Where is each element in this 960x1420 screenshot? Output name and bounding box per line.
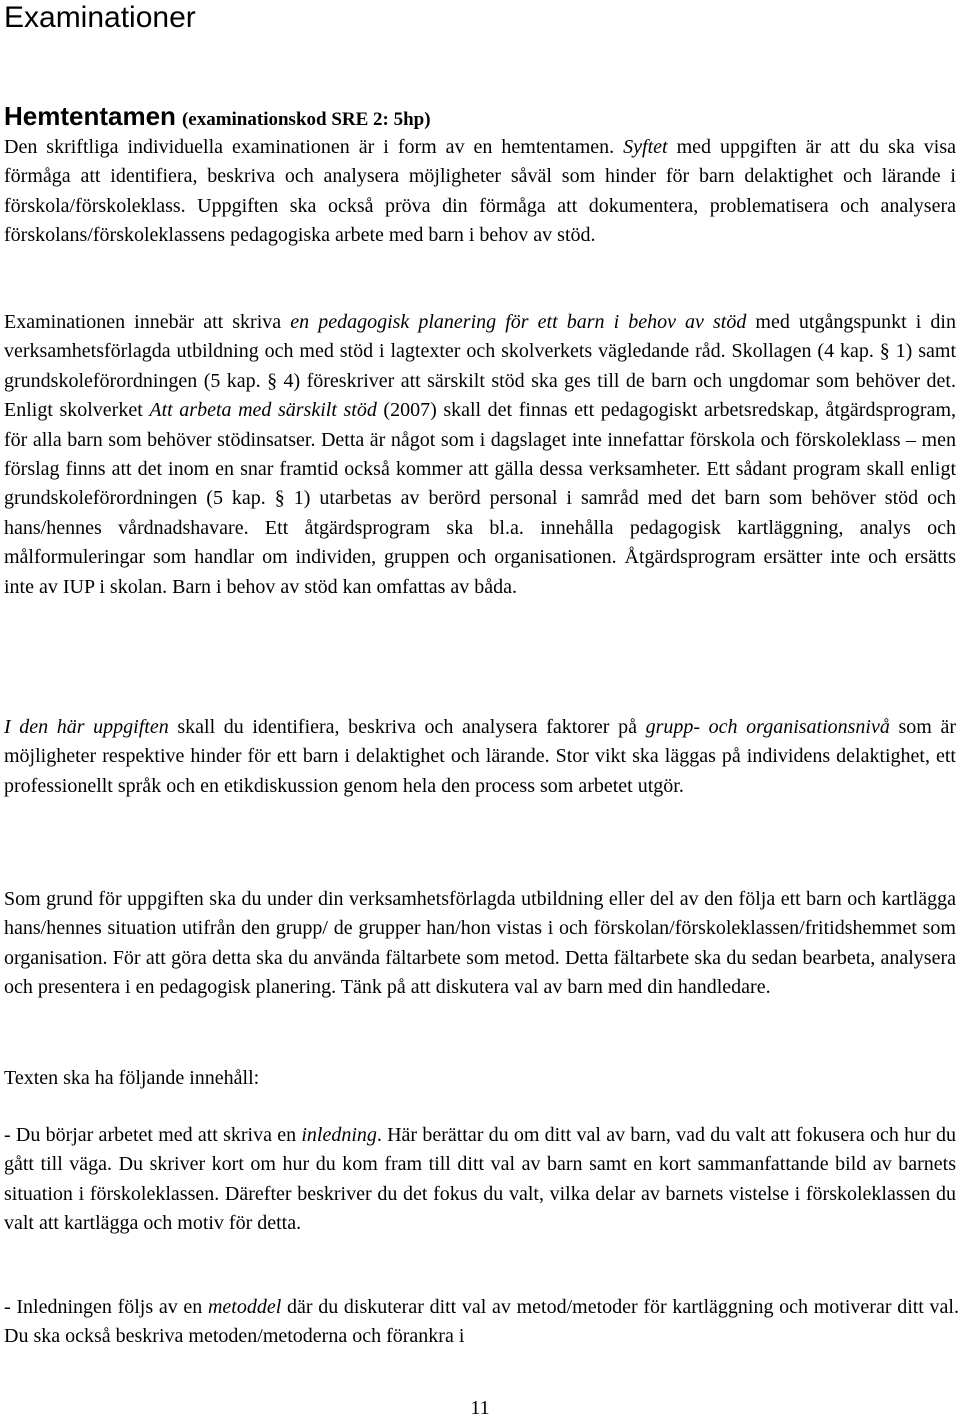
paragraph-task-emphasis-1: I den här uppgiften — [4, 716, 169, 738]
paragraph-examination — [4, 308, 956, 602]
paragraph-task-text-2: som är möjligheter respektive hinder för ett barn i delaktighet och lärande. Stor vikt ska läggas på individens delaktighet, ett professionellt språk och en etikdiskussion genom hela den process som arbetet utgör. — [4, 716, 956, 797]
page-number: 11 — [470, 1397, 490, 1419]
paragraph-purpose-text-2: med uppgiften är att du ska visa förmåga att identifiera, beskriva och analysera möjligheter såväl som hinder för barn delaktighet och lärande i förskola/förskoleklass. Uppgiften ska också pröva din förmåga att dokumentera, problematisera och analysera förskolans/förskoleklassens pedagogiska arbete med barn i behov av stöd. — [4, 136, 956, 247]
paragraph-method-text-1: - Inledningen följs av en — [4, 1296, 208, 1318]
paragraph-basis: Som grund för uppgiften ska du under din verksamhetsförlagda utbildning eller del av den följa ett barn och kartlägga hans/hennes situation utifrån den grupp/ de grupper han/hon vistas i och förskolan/förskoleklassen/fritidshemmet som organisation. För att göra detta ska du använda fältarbete som metod. Detta fältarbete ska du sedan bearbeta, analysera och presentera i en pedagogisk planering. Tänk på att diskutera val av barn med din handledare. — [4, 888, 956, 999]
paragraph-task-text-1: skall du identifiera, beskriva och analysera faktorer på — [168, 716, 646, 738]
paragraph-introduction-emphasis: inledning — [301, 1124, 377, 1146]
paragraph-method-part — [4, 1293, 959, 1352]
section-heading-title: Hemtentamen — [4, 101, 176, 131]
page-title: Examinationer — [4, 1, 196, 34]
paragraph-examination-text-3: (2007) skall det finnas ett pedagogiskt arbetsredskap, åtgärdsprogram, för alla barn som behöver stödinsatser. Detta är något som i dagslaget inte innefattar förskola och förskoleklass – men förslag finns att det inom en snar framtid också kommer att gälla dessa verksamheter. Ett sådant program skall enligt grundskoleförordningen (5 kap. § 1) utarbetas av berörd personal i samråd med det barn som behöver stöd och hans/hennes vårdnadshavare. Ett åtgärdsprogram ska bl.a. innehålla pedagogisk kartläggning, analys och målformuleringar som handlar om individen, gruppen och organisationen. Åtgärdsprogram ersätter inte och ersätts inte av IUP i skolan. Barn i behov av stöd kan omfattas av båda. — [4, 399, 957, 598]
section-heading — [4, 98, 431, 138]
paragraph-content-intro: Texten ska ha följande innehåll: — [4, 1067, 260, 1089]
paragraph-examination-emphasis-1: en pedagogisk planering för ett barn i behov av stöd — [290, 311, 747, 333]
paragraph-task-emphasis-2: grupp- och organisationsnivå — [645, 716, 890, 738]
paragraph-purpose-emphasis: Syftet — [623, 136, 668, 158]
paragraph-task — [4, 713, 956, 801]
paragraph-purpose-text-1: Den skriftliga individuella examinationen är i form av en hemtentamen. — [4, 136, 624, 158]
paragraph-examination-text-2: med utgångspunkt i din verksamhetsförlagda utbildning och med stöd i lagtexter och skolverkets vägledande råd. Skollagen (4 kap. § 1) samt grundskoleförordningen (5 kap. § 4) föreskriver att särskilt stöd ska ges till de barn och ungdomar som behöver det. Enligt skolverket — [4, 311, 956, 422]
paragraph-introduction-text-2: . Här berättar du om ditt val av barn, vad du valt att fokusera och hur du gått till väga. Du skriver kort om hur du kom fram till ditt val av barn samt en kort sammanfattande bild av barnets situation i förskoleklassen. Därefter beskriver du det fokus du valt, vilka delar av barnets vistelse i förskoleklassen du valt att kartlägga och motiv för detta. — [4, 1124, 956, 1235]
paragraph-method-emphasis: metoddel — [207, 1296, 282, 1318]
paragraph-method-text-2: där du diskuterar ditt val av metod/metoder för kartläggning och motiverar ditt val. Du ska också beskriva metoden/metoderna och förankra i — [4, 1296, 959, 1348]
paragraph-introduction-text-1: - Du börjar arbetet med att skriva en — [4, 1124, 302, 1146]
paragraph-introduction-part — [4, 1121, 956, 1239]
paragraph-purpose — [4, 133, 956, 251]
section-heading-note: (examinationskod SRE 2: 5hp) — [181, 109, 431, 130]
paragraph-examination-text-1: Examinationen innebär att skriva — [4, 311, 291, 333]
paragraph-examination-emphasis-2: Att arbeta med särskilt stöd — [149, 399, 377, 422]
